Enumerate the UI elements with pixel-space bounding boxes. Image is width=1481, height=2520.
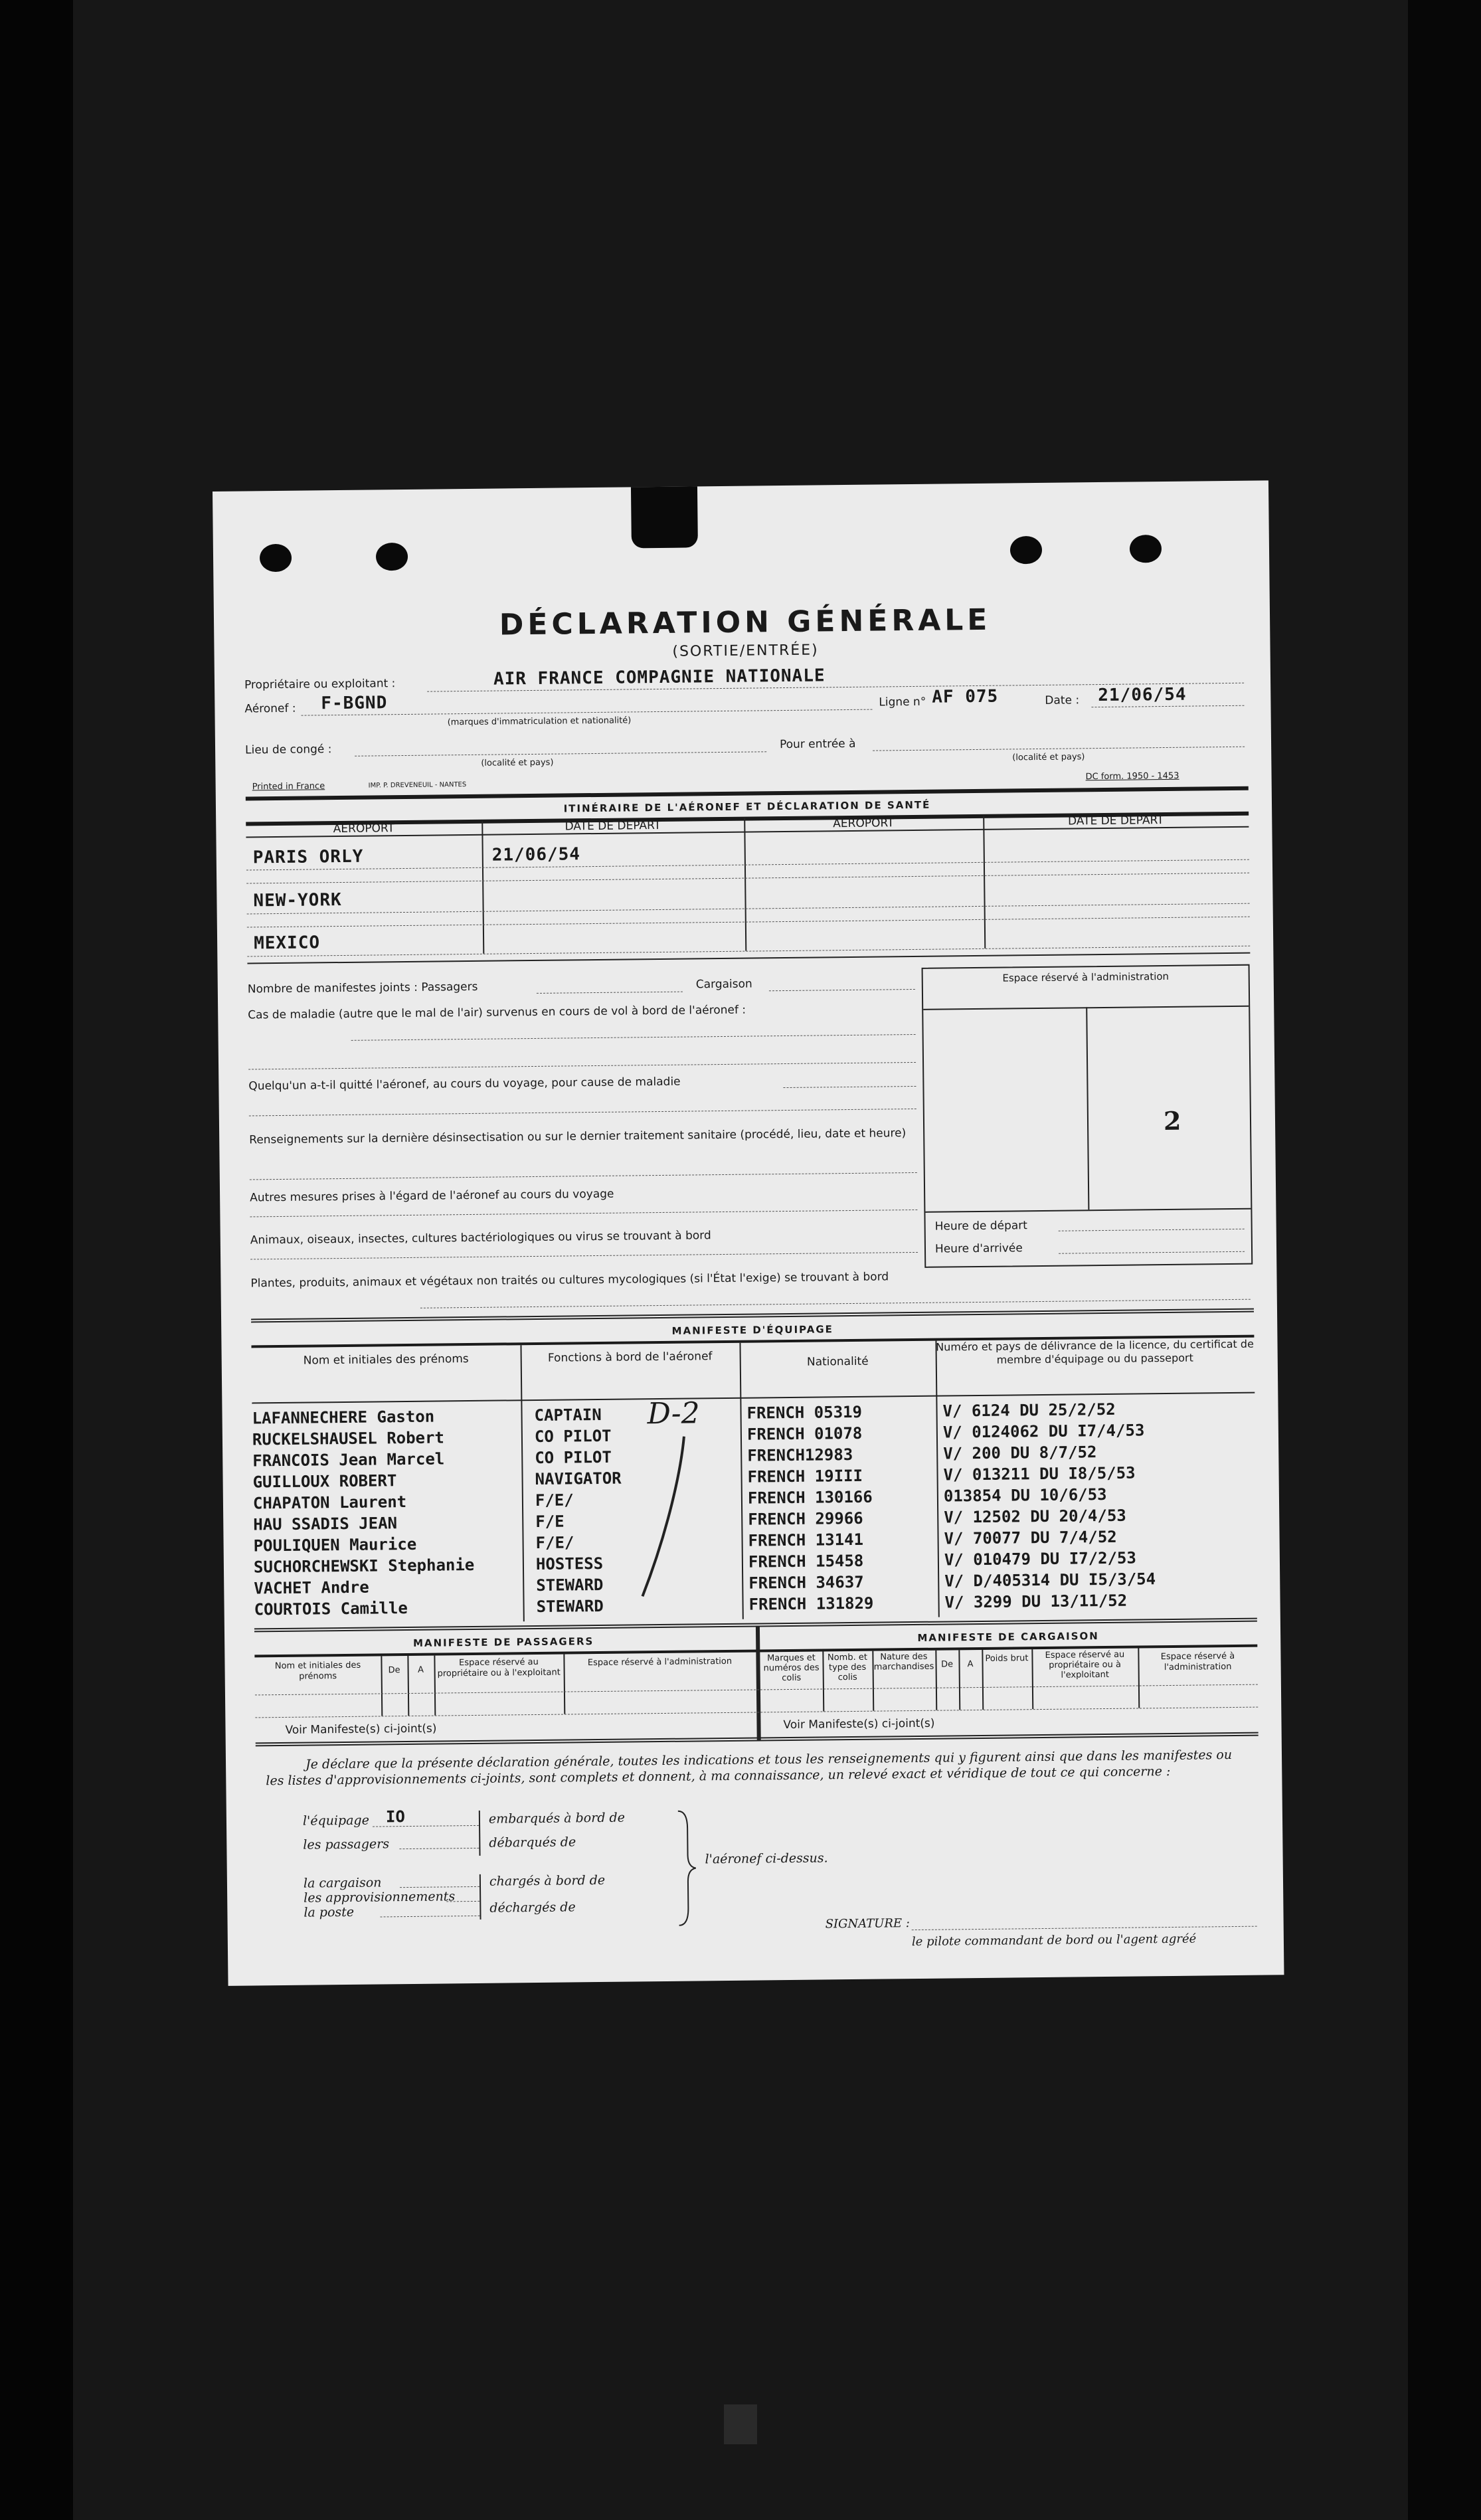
aircraft-value: F-BGND: [321, 693, 388, 714]
itinerary-airport-2: NEW-YORK: [253, 889, 342, 911]
punch-hole: [1010, 536, 1042, 565]
scan-border-left: [0, 0, 73, 2520]
pax-see-manifest: Voir Manifeste(s) ci-joint(s): [285, 1722, 437, 1737]
crew-nationality: FRENCH 15458: [748, 1551, 864, 1572]
crew-function: F/E/: [535, 1490, 574, 1510]
cargo-col-operator: Espace réservé au propriétaire ou à l'exploitant: [1045, 1649, 1125, 1680]
admin-number: 2: [1163, 1105, 1181, 1136]
owner-label: Propriétaire ou exploitant :: [244, 677, 396, 692]
crew-license: V/ 12502 DU 20/4/53: [944, 1506, 1126, 1527]
decl-crew-label: l'équipage: [302, 1813, 370, 1829]
cargo-col-marks: Marques et numéros des colis: [763, 1653, 820, 1684]
brace: [671, 1808, 699, 1928]
passengers-heading: MANIFESTE DE PASSAGERS: [412, 1635, 594, 1649]
pax-col-name: Nom et initiales des prénoms: [274, 1660, 361, 1682]
crew-nationality: FRENCH 34637: [748, 1572, 864, 1593]
handwritten-stroke: [621, 1429, 703, 1603]
crew-name: SUCHORCHEWSKI Stephanie: [253, 1555, 475, 1577]
decl-unloaded: déchargés de: [489, 1900, 576, 1916]
left-due-illness: Quelqu'un a-t-il quitté l'aéronef, au cours du voyage, pour cause de maladie: [248, 1075, 681, 1093]
admin-box-title: Espace réservé à l'administration: [1002, 970, 1170, 984]
crew-function: F/E: [535, 1512, 565, 1531]
crew-license: V/ 6124 DU 25/2/52: [942, 1399, 1116, 1421]
crew-function: CO PILOT: [534, 1426, 612, 1446]
declaration-text: Je déclare que la présente déclaration générale, toutes les indications et tous les renseignements qui y figurent ainsi que dans les manifestes ou les listes d'approvisionnements ci-joints, sont complets et donnent, à ma connaissance, un relevé exact et véridique de tout ce qui concerne :: [266, 1748, 1233, 1789]
crew-license: V/ 200 DU 8/7/52: [943, 1443, 1097, 1463]
form-title: DÉCLARATION GÉNÉRALE: [499, 602, 992, 642]
col-airport-1: AÉROPORT: [333, 822, 395, 836]
admin-box: [922, 964, 1253, 1268]
form-subtitle: (SORTIE/ENTRÉE): [672, 642, 819, 660]
itinerary-date-1: 21/06/54: [491, 844, 581, 865]
crew-col-name: Nom et initiales des prénoms: [303, 1352, 469, 1368]
declaration-form: [213, 480, 1284, 1986]
crew-function: F/E/: [535, 1533, 574, 1552]
cargo-see-manifest: Voir Manifeste(s) ci-joint(s): [783, 1716, 935, 1732]
owner-value: AIR FRANCE COMPAGNIE NATIONALE: [493, 666, 826, 689]
crew-nationality: FRENCH 130166: [747, 1487, 873, 1508]
decl-embarked: embarqués à bord de: [488, 1810, 625, 1827]
crew-name: HAU SSADIS JEAN: [253, 1514, 398, 1534]
decl-cargo-label: la cargaison: [303, 1875, 382, 1891]
crew-col-nationality: Nationalité: [806, 1354, 869, 1369]
itinerary-airport-1: PARIS ORLY: [252, 846, 364, 868]
line-value: AF 075: [932, 686, 999, 707]
departure-time-label: Heure de départ: [934, 1219, 1028, 1233]
crew-license: V/ 3299 DU 13/11/52: [944, 1591, 1128, 1612]
arrival-time-label: Heure d'arrivée: [934, 1241, 1023, 1256]
crew-nationality: FRENCH12983: [747, 1445, 853, 1465]
crew-name: RUCKELSHAUSEL Robert: [252, 1428, 445, 1449]
itinerary-airport-3: MEXICO: [253, 933, 321, 954]
decl-disembarked: débarqués de: [489, 1835, 576, 1850]
other-measures-label: Autres mesures prises à l'égard de l'aéronef au cours du voyage: [250, 1187, 614, 1205]
crew-function: CAPTAIN: [534, 1405, 602, 1425]
signature-note: le pilote commandant de bord ou l'agent agréé: [911, 1932, 1197, 1949]
crew-license: V/ 013211 DU I8/5/53: [943, 1463, 1136, 1485]
film-mark: [724, 2404, 757, 2444]
crew-function: STEWARD: [536, 1575, 604, 1595]
crew-col-function: Fonctions à bord de l'aéronef: [547, 1350, 713, 1365]
col-date-1: DATE DE DÉPART: [565, 818, 661, 834]
cargo-col-weight: Poids brut: [985, 1653, 1029, 1664]
form-code: DC form. 1950 - 1453: [1085, 770, 1179, 782]
printer-note-2: IMP. P. DREVENEUIL - NANTES: [368, 781, 467, 790]
pax-col-a: A: [418, 1665, 424, 1675]
entry-note: (localité et pays): [1012, 752, 1085, 763]
crew-nationality: FRENCH 29966: [748, 1508, 863, 1529]
crew-nationality: FRENCH 01078: [746, 1423, 863, 1444]
punch-hole: [1130, 535, 1162, 563]
line-label: Ligne n°: [879, 695, 926, 709]
disinsection-label: Renseignements sur la dernière désinsectisation ou sur le dernier traitement sanitaire (procédé, lieu, date et heure): [249, 1126, 907, 1147]
punch-hole: [260, 544, 292, 573]
pax-col-de: De: [388, 1665, 400, 1676]
cargo-col-admin: Espace réservé à l'administration: [1160, 1651, 1235, 1673]
crew-nationality: FRENCH 19III: [747, 1466, 863, 1486]
decl-mail-label: la poste: [304, 1904, 355, 1920]
crew-function: STEWARD: [536, 1596, 604, 1616]
crew-col-license: Numéro et pays de délivrance de la licence, du certificat de membre d'équipage ou du passeport: [936, 1337, 1254, 1366]
date-label: Date :: [1045, 693, 1080, 707]
handwritten-annotation: D-2: [647, 1396, 700, 1431]
cargo-col-de: De: [940, 1659, 954, 1670]
crew-name: LAFANNECHERE Gaston: [252, 1407, 435, 1428]
staple-notch: [631, 486, 698, 548]
crew-name: FRANCOIS Jean Marcel: [252, 1449, 445, 1471]
crew-function: HOSTESS: [535, 1554, 604, 1574]
decl-loaded: chargés à bord de: [489, 1872, 606, 1889]
printer-note: Printed in France: [252, 781, 325, 792]
crew-name: VACHET Andre: [254, 1577, 369, 1598]
col-date-2: DATE DE DÉPART: [1067, 814, 1164, 828]
crew-nationality: FRENCH 05319: [746, 1402, 863, 1423]
aircraft-label: Aéronef :: [244, 701, 296, 716]
crew-license: V/ 0124062 DU I7/4/53: [942, 1421, 1145, 1442]
punch-hole: [376, 543, 408, 571]
crew-license: V/ D/405314 DU I5/3/54: [944, 1570, 1156, 1591]
illness-label: Cas de maladie (autre que le mal de l'air) survenus en cours de vol à bord de l'aéronef :: [248, 1003, 746, 1022]
crew-name: POULIQUEN Maurice: [253, 1534, 417, 1556]
scan-border-right: [1408, 0, 1481, 2520]
animals-label: Animaux, oiseaux, insectes, cultures bactériologiques ou virus se trouvant à bord: [250, 1229, 711, 1247]
pax-col-admin: Espace réservé à l'administration: [587, 1656, 733, 1668]
crew-nationality: FRENCH 13141: [748, 1530, 864, 1550]
decl-passengers-label: les passagers: [303, 1837, 390, 1852]
registration-note: (marques d'immatriculation et nationalité): [447, 715, 632, 728]
decl-crew-count: IO: [385, 1807, 405, 1827]
crew-function: NAVIGATOR: [535, 1469, 622, 1488]
manifests-label: Nombre de manifestes joints : Passagers: [247, 980, 478, 996]
decl-supplies-label: les approvisionnements: [304, 1889, 456, 1906]
itinerary-heading: ITINÉRAIRE DE L'AÉRONEF ET DÉCLARATION DE SANTÉ: [563, 798, 931, 815]
cargo-col-number: Nomb. et type des colis: [827, 1652, 867, 1683]
crew-function: CO PILOT: [535, 1447, 612, 1467]
crew-name: GUILLOUX ROBERT: [252, 1471, 397, 1492]
crew-name: CHAPATON Laurent: [252, 1492, 407, 1513]
departure-place-note: (localité et pays): [481, 757, 554, 768]
cargo-heading: MANIFESTE DE CARGAISON: [917, 1630, 1099, 1644]
crew-nationality: FRENCH 131829: [748, 1593, 874, 1614]
pax-col-operator: Espace réservé au propriétaire ou à l'exploitant: [437, 1657, 561, 1679]
departure-place-label: Lieu de congé :: [244, 743, 332, 757]
plants-label: Plantes, produits, animaux et végétaux non traités ou cultures mycologiques (si l'État l'exige) se trouvant à bord: [250, 1270, 889, 1291]
entry-label: Pour entrée à: [779, 737, 856, 752]
cargo-col-nature: Nature des marchandises: [873, 1651, 934, 1672]
cargo-col-a: A: [967, 1659, 974, 1670]
cargo-count-label: Cargaison: [695, 977, 752, 992]
signature-label: SIGNATURE :: [825, 1916, 910, 1932]
crew-license: V/ 70077 DU 7/4/52: [944, 1527, 1117, 1548]
crew-heading: MANIFESTE D'ÉQUIPAGE: [671, 1323, 833, 1337]
crew-license: 013854 DU 10/6/53: [943, 1485, 1107, 1506]
decl-aircraft-above: l'aéronef ci-dessus.: [705, 1850, 828, 1867]
crew-license: V/ 010479 DU I7/2/53: [944, 1548, 1137, 1570]
col-airport-2: AÉROPORT: [833, 816, 895, 831]
date-value: 21/06/54: [1098, 684, 1187, 706]
crew-name: COURTOIS Camille: [254, 1599, 408, 1619]
